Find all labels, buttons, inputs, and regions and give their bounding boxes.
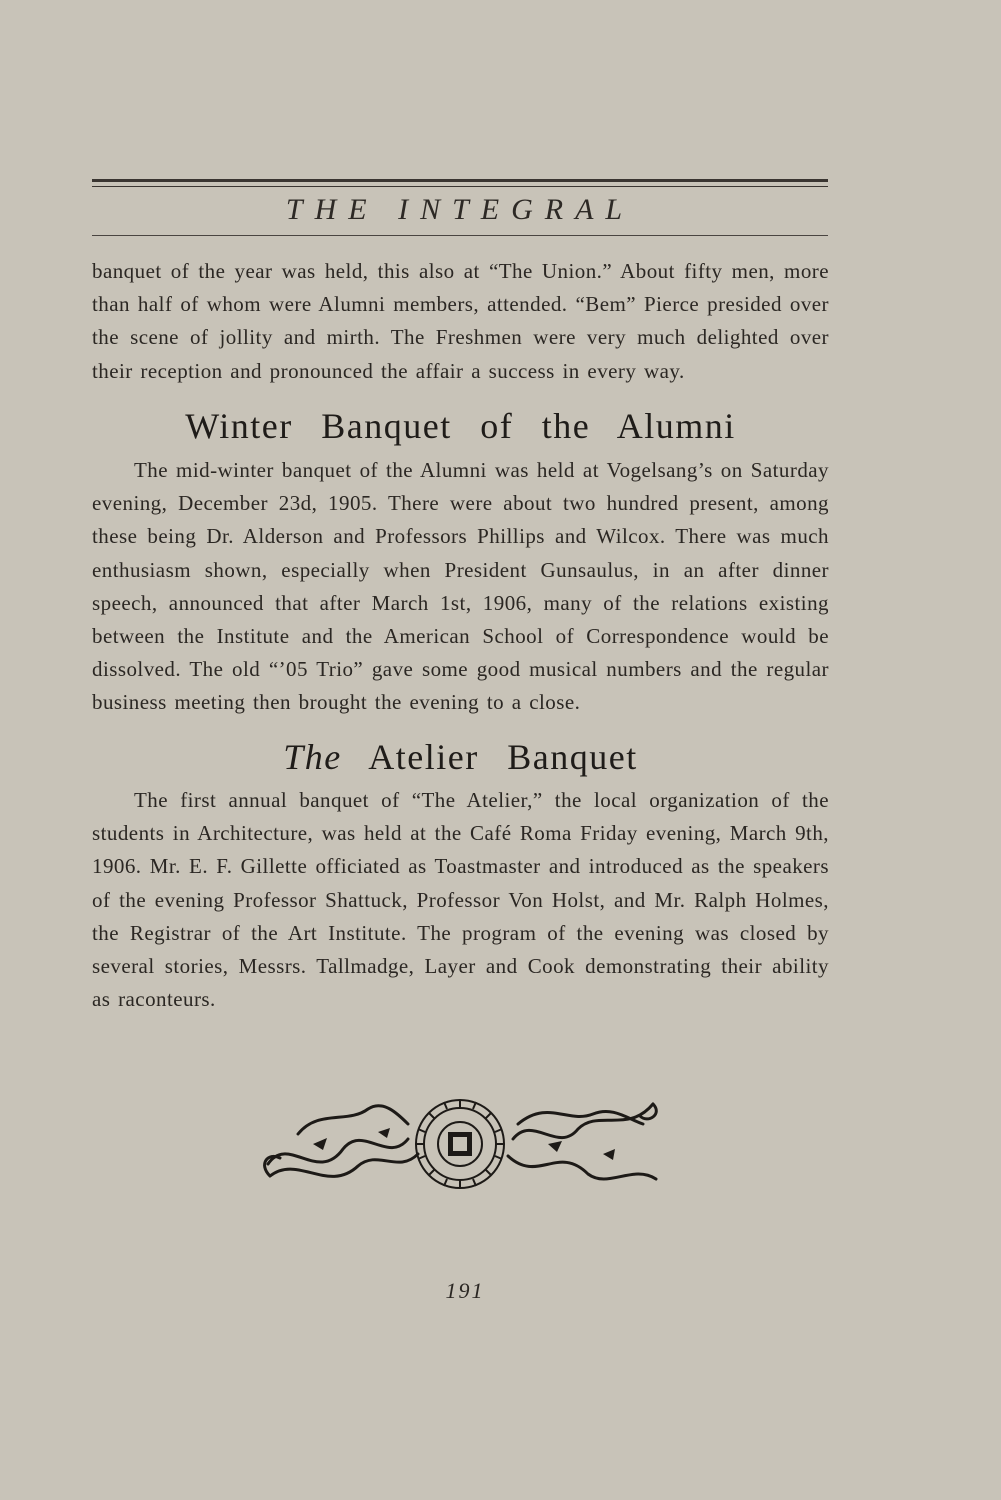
atelier-banquet-paragraph — [92, 784, 829, 1016]
heading-the: The — [283, 737, 342, 777]
running-head: THE INTEGRAL — [285, 193, 635, 226]
header-rule-bottom — [92, 235, 828, 236]
intro-paragraph — [92, 255, 829, 388]
section-heading-atelier-banquet — [92, 736, 829, 778]
section-heading-winter-banquet: Winter Banquet of the Alumni — [185, 406, 736, 446]
atelier-banquet-text: The first annual banquet of “The Atelier,” the local organization of the students in Architecture, was held at the Café Roma Friday evening, March 9th, 1906. Mr. E. F. Gillette officiated as Toastmaster and introduced as the speakers of the evening Professor Shattuck, Professor Von Holst, and Mr. Ralph Holmes, the Registrar of the Art Institute. The program of the evening was closed by several stories, Messrs. Tallmadge, Layer and Cook demonstrating their ability as raconteurs. — [92, 788, 829, 1012]
ribbon-medallion-ornament-icon — [258, 1094, 663, 1194]
page-number: 191 — [445, 1278, 485, 1303]
winter-banquet-text: The mid-winter banquet of the Alumni was held at Vogelsang’s on Saturday evening, December 23d, 1905. There were about two hundred present, among these being Dr. Alderson and Professors Phillips and Wilcox. There was much enthusiasm shown, especially when President Gunsaulus, in an after dinner speech, announced that after March 1st, 1906, many of the relations existing between the Institute and the American School of Correspondence would be dissolved. The old “’05 Trio” gave some good musical numbers and the regular business meeting then brought the evening to a close. — [92, 458, 829, 715]
heading-atelier-banquet: Atelier Banquet — [368, 737, 638, 777]
header-rule-thin — [92, 186, 828, 187]
intro-paragraph-text: banquet of the year was held, this also at “The Union.” About fifty men, more than half of whom were Alumni members, attended. “Bem” Pierce presided over the scene of jollity and mirth. The Freshmen were very much delighted over their reception and pronounced the affair a success in every way. — [92, 259, 829, 383]
header-rule-thick — [92, 179, 828, 182]
winter-banquet-paragraph — [92, 454, 829, 720]
